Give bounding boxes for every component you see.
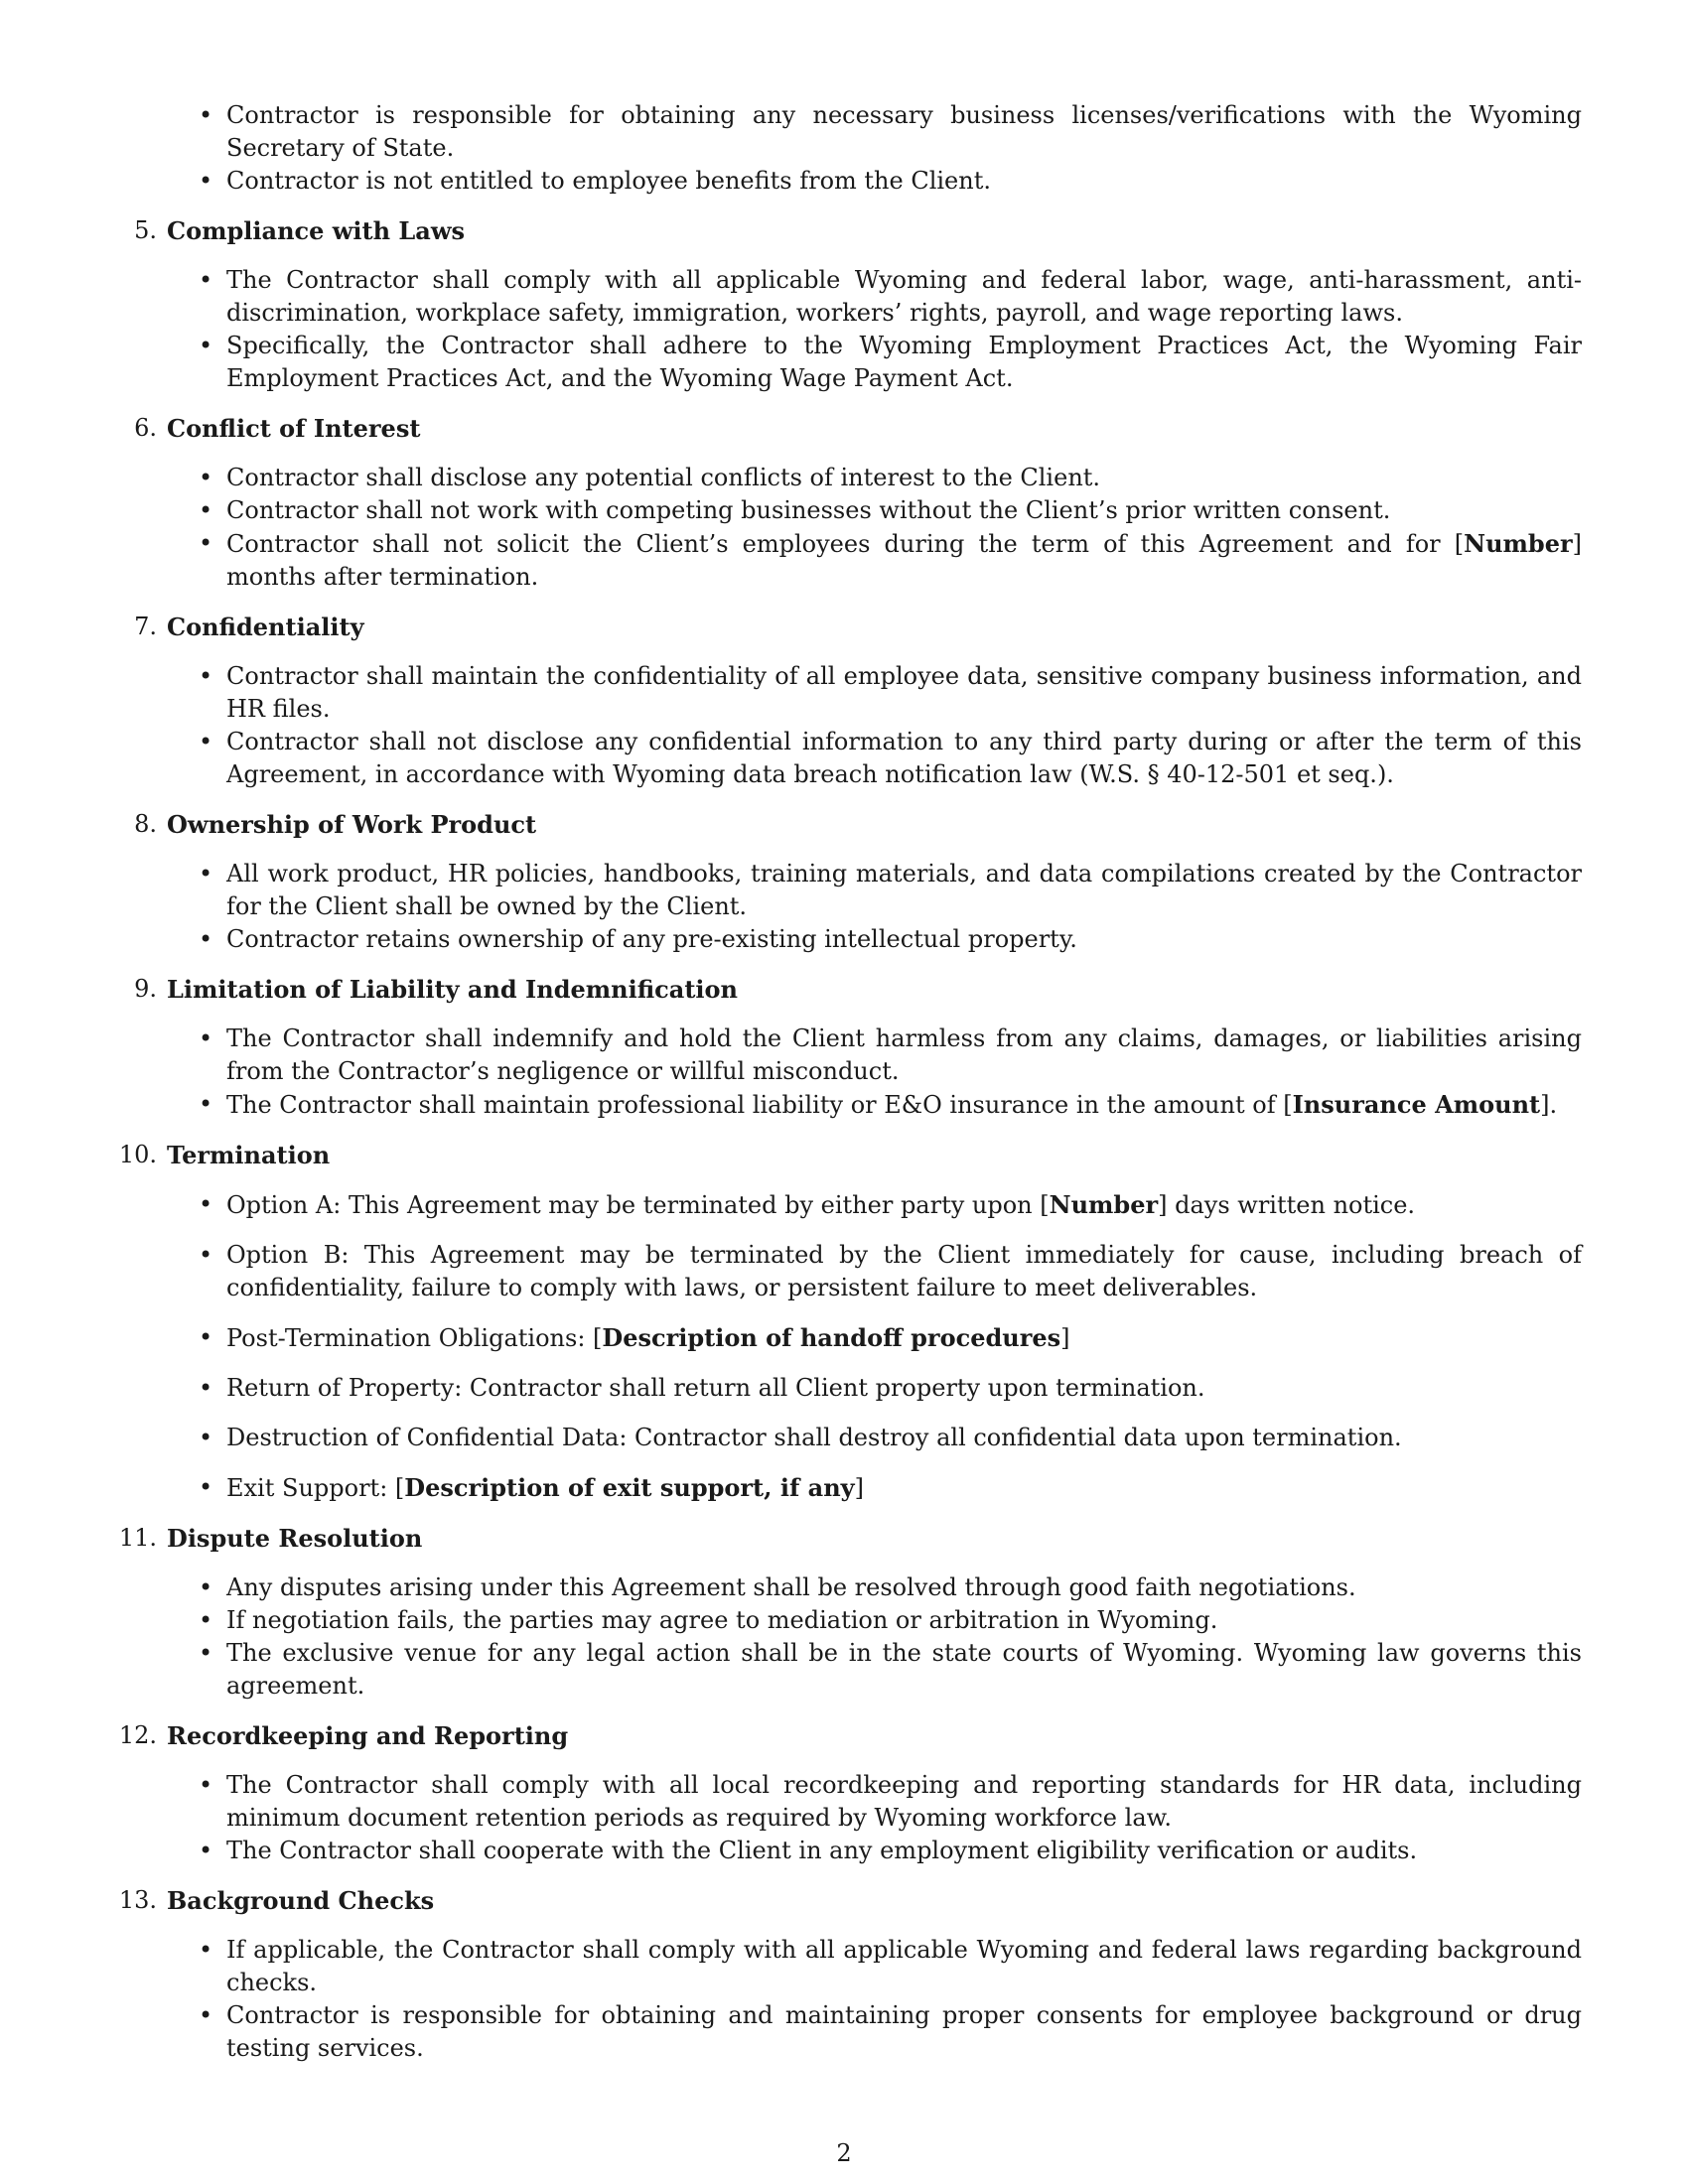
bullet-list — [167, 1934, 1582, 2065]
section-heading — [134, 808, 1582, 841]
section-ownership-of-work-product — [134, 808, 1582, 956]
section-heading — [118, 1139, 1582, 1171]
bullet-item: • If applicable, the Contractor shall comply with all applicable Wyoming and federal laws regarding background checks. — [226, 1934, 1582, 1999]
section-title: Conflict of Interest — [167, 414, 421, 443]
bullet-item: • Contractor is responsible for obtaining and maintaining proper consents for employee background or drug testing services. — [226, 1999, 1582, 2065]
section-heading — [134, 973, 1582, 1006]
intro-bullet-list — [167, 99, 1582, 198]
bullet-item: • Contractor retains ownership of any pre-existing intellectual property. — [226, 923, 1582, 956]
bullet-item: • The exclusive venue for any legal action shall be in the state courts of Wyoming. Wyoming law governs this agreement. — [226, 1637, 1582, 1703]
page-content — [118, 99, 1582, 2065]
section-title: Confidentiality — [167, 613, 364, 641]
section-number: 11. — [118, 1524, 157, 1552]
section-title: Termination — [167, 1141, 331, 1169]
section-heading — [118, 1719, 1582, 1752]
bullet-text: ]. — [1540, 1091, 1558, 1119]
section-title: Ownership of Work Product — [167, 810, 537, 839]
bullet-text: ] — [854, 1474, 864, 1502]
bullet-item: • Any disputes arising under this Agreement shall be resolved through good faith negotiations. — [226, 1571, 1582, 1604]
bullet-item: • The Contractor shall comply with all applicable Wyoming and federal labor, wage, anti-harassment, anti-discrimination, workplace safety, immigration, workers’ rights, payroll, and wage reporting laws. — [226, 264, 1582, 330]
section-number: 9. — [134, 975, 157, 1003]
section-heading — [134, 214, 1582, 247]
bullet-item: • Contractor is not entitled to employee benefits from the Client. — [226, 165, 1582, 198]
bullet-text: ] days written notice. — [1158, 1191, 1416, 1219]
section-number: 7. — [134, 613, 157, 640]
bullet-text: ] — [1060, 1324, 1070, 1352]
bullet-list — [167, 858, 1582, 956]
bullet-item: • The Contractor shall indemnify and hold the Client harmless from any claims, damages, or liabilities arising from the Contractor’s negligence or willful misconduct. — [226, 1023, 1582, 1088]
section-number: 10. — [118, 1141, 157, 1168]
section-dispute-resolution — [118, 1522, 1582, 1703]
bullet-item: • Contractor shall not work with competing businesses without the Client’s prior written consent. — [226, 494, 1582, 527]
section-title: Background Checks — [167, 1886, 435, 1915]
placeholder-field: Insurance Amount — [1292, 1090, 1541, 1119]
section-number: 6. — [134, 414, 157, 442]
section-title: Dispute Resolution — [167, 1524, 423, 1553]
placeholder-field: Number — [1049, 1190, 1159, 1219]
section-title: Limitation of Liability and Indemnification — [167, 975, 739, 1004]
section-compliance-with-laws — [134, 214, 1582, 395]
section-number: 12. — [118, 1721, 157, 1749]
bullet-list — [167, 1188, 1582, 1505]
section-heading — [118, 1522, 1582, 1555]
bullet-text: The Contractor shall maintain professional liability or E&O insurance in the amount of [ — [226, 1091, 1293, 1119]
bullet-item: • The Contractor shall cooperate with the Client in any employment eligibility verification or audits. — [226, 1835, 1582, 1867]
bullet-item — [226, 1321, 1582, 1355]
section-confidentiality — [134, 611, 1582, 791]
section-heading — [134, 611, 1582, 643]
placeholder-field: Description of exit support, if any — [404, 1473, 855, 1502]
bullet-text: Exit Support: [ — [226, 1474, 405, 1502]
bullet-item: • Option B: This Agreement may be terminated by the Client immediately for cause, including breach of confidentiality, failure to comply with laws, or persistent failure to meet deliverables. — [226, 1239, 1582, 1304]
bullet-item: • Contractor shall disclose any potential conflicts of interest to the Client. — [226, 462, 1582, 494]
section-background-checks — [118, 1884, 1582, 2065]
section-title: Recordkeeping and Reporting — [167, 1721, 569, 1750]
bullet-item — [226, 1088, 1582, 1122]
section-title: Compliance with Laws — [167, 216, 466, 245]
placeholder-field: Description of handoff procedures — [602, 1323, 1061, 1352]
bullet-item: • All work product, HR policies, handbooks, training materials, and data compilations created by the Contractor for the Client shall be owned by the Client. — [226, 858, 1582, 923]
bullet-item: • Return of Property: Contractor shall return all Client property upon termination. — [226, 1372, 1582, 1405]
bullet-text: ] months after termination. — [226, 530, 1582, 591]
bullet-text: Contractor shall not solicit the Client’s employees during the term of this Agreement and for [ — [226, 530, 1465, 558]
bullet-item: • Contractor is responsible for obtaining any necessary business licenses/verifications with the Wyoming Secretary of State. — [226, 99, 1582, 165]
bullet-list — [167, 462, 1582, 594]
bullet-text: Option A: This Agreement may be terminated by either party upon [ — [226, 1191, 1050, 1219]
bullet-item: • Contractor shall not disclose any confidential information to any third party during or after the term of this Agreement, in accordance with Wyoming data breach notification law (W.S. § 40-12-501 et seq.). — [226, 726, 1582, 791]
section-number: 5. — [134, 216, 157, 244]
section-heading — [118, 1884, 1582, 1917]
bullet-list — [167, 1571, 1582, 1703]
section-conflict-of-interest — [134, 412, 1582, 594]
bullet-list — [167, 660, 1582, 791]
bullet-list — [167, 264, 1582, 395]
section-recordkeeping-and-reporting — [118, 1719, 1582, 1867]
bullet-list — [167, 1769, 1582, 1867]
bullet-item: • Contractor shall maintain the confidentiality of all employee data, sensitive company business information, and HR files. — [226, 660, 1582, 726]
section-heading — [134, 412, 1582, 445]
bullet-item — [226, 1188, 1582, 1222]
section-number: 8. — [134, 810, 157, 838]
bullet-item: • If negotiation fails, the parties may agree to mediation or arbitration in Wyoming. — [226, 1604, 1582, 1637]
section-termination — [118, 1139, 1582, 1505]
bullet-item: • Destruction of Confidential Data: Contractor shall destroy all confidential data upon termination. — [226, 1422, 1582, 1454]
placeholder-field: Number — [1464, 529, 1573, 558]
bullet-item — [226, 1471, 1582, 1505]
bullet-list — [167, 1023, 1582, 1122]
bullet-item: • Specifically, the Contractor shall adhere to the Wyoming Employment Practices Act, the Wyoming Fair Employment Practices Act, and the Wyoming Wage Payment Act. — [226, 330, 1582, 395]
bullet-text: Post-Termination Obligations: [ — [226, 1324, 603, 1352]
section-number: 13. — [118, 1886, 157, 1914]
bullet-item: • The Contractor shall comply with all local recordkeeping and reporting standards for HR data, including minimum document retention periods as required by Wyoming workforce law. — [226, 1769, 1582, 1835]
section-limitation-of-liability — [134, 973, 1582, 1122]
bullet-item — [226, 527, 1582, 594]
page-number: 2 — [836, 2139, 852, 2167]
